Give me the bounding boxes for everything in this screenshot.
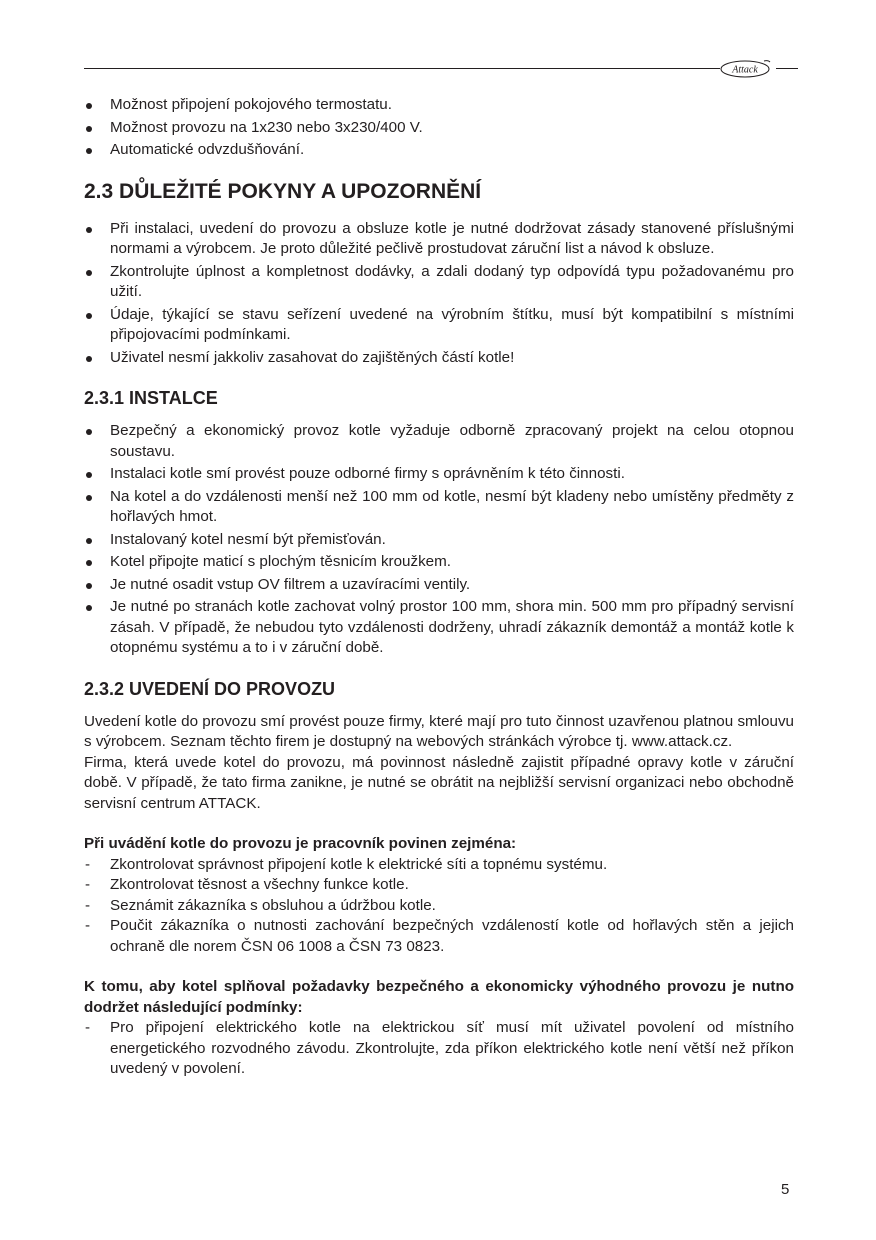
list-item: Zkontrolujte úplnost a kompletnost dodávky, a zdali dodaný typ odpovídá typu požadovanému pro užití. xyxy=(84,262,794,303)
page-number: 5 xyxy=(781,1181,790,1198)
list-item: Automatické odvzdušňování. xyxy=(84,140,794,161)
section-2-3-bullet-list xyxy=(84,219,794,369)
list-item: Bezpečný a ekonomický provoz kotle vyžaduje odborně zpracovaný projekt na celou otopnou soustavu. xyxy=(84,421,794,462)
header-rule xyxy=(84,68,720,69)
list-item: Možnost připojení pokojového termostatu. xyxy=(84,95,794,116)
list-item: Instalovaný kotel nesmí být přemisťován. xyxy=(84,530,794,551)
page-content xyxy=(84,95,794,1080)
list-item: Je nutné po stranách kotle zachovat volný prostor 100 mm, shora min. 500 mm pro případný servisní zásah. V případě, že nebudou tyto vzdálenosti dodrženy, uhradí zákazník demontáž a montáž kotle k otopnému systému a to i v záruční době. xyxy=(84,597,794,659)
paragraph: Firma, která uvede kotel do provozu, má povinnost následně zajistit případné opravy kotle v záruční době. V případě, že tato firma zanikne, je nutné se obrátit na nejbližší servisní organizaci nebo obchodně servisní centrum ATTACK. xyxy=(84,753,794,812)
list-item: Instalaci kotle smí provést pouze odborné firmy s oprávněním k této činnosti. xyxy=(84,464,794,485)
list-item: - Zkontrolovat těsnost a všechny funkce kotle. xyxy=(84,875,794,896)
list-item: Na kotel a do vzdálenosti menší než 100 mm od kotle, nesmí být kladeny nebo umístěny předměty z hořlavých hmot. xyxy=(84,487,794,528)
list-item: - Zkontrolovat správnost připojení kotle k elektrické síti a topnému systému. xyxy=(84,855,794,876)
spacer xyxy=(84,957,794,977)
section-heading-2-3-1: 2.3.1 INSTALCE xyxy=(84,388,218,408)
spacer xyxy=(84,814,794,834)
duties-list xyxy=(84,855,794,958)
header-rule-end xyxy=(776,68,798,69)
list-item: - Pro připojení elektrického kotle na elektrickou síť musí mít uživatel povolení od místního energetického rozvodného závodu. Zkontrolujte, zda příkon elektrického kotle není větší než příkon uvedený v povolení. xyxy=(84,1018,794,1080)
list-item: Možnost provozu na 1x230 nebo 3x230/400 V. xyxy=(84,118,794,139)
section-heading-2-3-2: 2.3.2 UVEDENÍ DO PROVOZU xyxy=(84,678,336,699)
paragraph: Uvedení kotle do provozu smí provést pouze firmy, které mají pro tuto činnost uzavřenou platnou smlouvu s výrobcem. Seznam těchto firem je dostupný na webových stránkách výrobce tj. www.attack.cz. xyxy=(84,712,794,750)
duties-heading: Při uvádění kotle do provozu je pracovník povinen zejména: xyxy=(84,835,517,852)
attack-logo xyxy=(719,58,775,80)
intro-bullet-list xyxy=(84,95,794,161)
list-item: Uživatel nesmí jakkoliv zasahovat do zajištěných částí kotle! xyxy=(84,348,794,369)
list-item: - Poučit zákazníka o nutnosti zachování bezpečných vzdáleností kotle od hořlavých stěn a jejich ochraně dle norem ČSN 06 1008 a ČSN 73 0823. xyxy=(84,916,794,957)
section-2-3-1-bullet-list xyxy=(84,421,794,659)
conditions-heading: K tomu, aby kotel splňoval požadavky bezpečného a ekonomicky výhodného provozu je nutno dodržet následující podmínky: xyxy=(84,978,794,1016)
list-item: - Seznámit zákazníka s obsluhou a údržbou kotle. xyxy=(84,896,794,917)
list-item: Je nutné osadit vstup OV filtrem a uzavíracími ventily. xyxy=(84,575,794,596)
section-heading-2-3: 2.3 DŮLEŽITÉ POKYNY A UPOZORNĚNÍ xyxy=(84,179,482,203)
conditions-list xyxy=(84,1018,794,1080)
list-item: Údaje, týkající se stavu seřízení uvedené na výrobním štítku, musí být kompatibilní s místními připojovacími podmínkami. xyxy=(84,305,794,346)
list-item: Při instalaci, uvedení do provozu a obsluze kotle je nutné dodržovat zásady stanovené příslušnými normami a výrobcem. Je proto důležité pečlivě prostudovat záruční list a návod k obsluze. xyxy=(84,219,794,260)
logo-text: Attack xyxy=(732,64,758,76)
list-item: Kotel připojte maticí s plochým těsnicím kroužkem. xyxy=(84,552,794,573)
